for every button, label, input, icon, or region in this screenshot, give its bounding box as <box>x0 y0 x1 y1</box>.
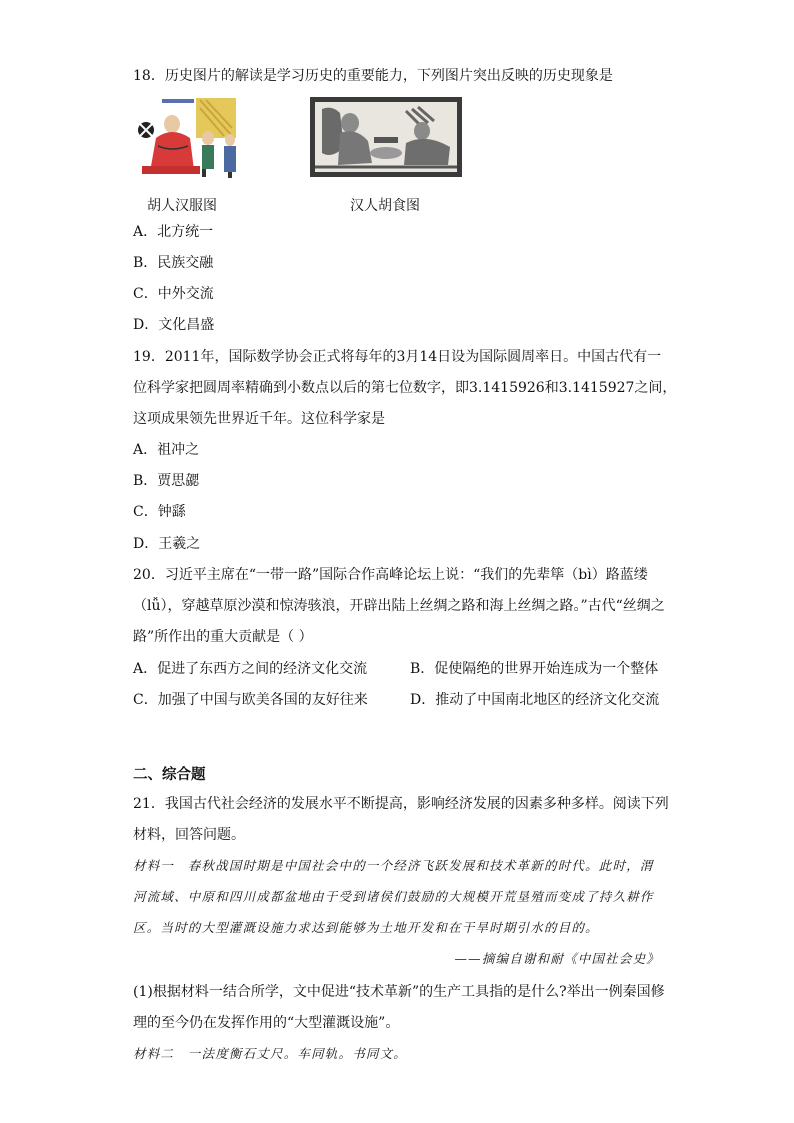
q19-stem-line-2: 位科学家把圆周率精确到小数点以后的第七位数字，即3.1415926和3.1415927之间， <box>133 380 677 396</box>
q21-stem-line-2: 材料，回答问题。 <box>133 827 245 843</box>
hu-people-han-clothing-image <box>134 94 242 180</box>
section-title: 二、综合题 <box>133 766 206 783</box>
image-caption-1: 胡人汉服图 <box>147 198 217 214</box>
q18-stem: 18．历史图片的解读是学习历史的重要能力，下列图片突出反映的历史现象是 <box>133 68 613 84</box>
q21-stem-line-1: 21．我国古代社会经济的发展水平不断提高，影响经济发展的因素多种多样。阅读下列 <box>133 796 669 812</box>
q19-option-a: A．祖冲之 <box>133 442 200 458</box>
material-1-line-2: 河流域、中原和四川成都盆地由于受到诸侯们鼓励的大规模开荒垦殖而变成了持久耕作 <box>133 889 654 904</box>
q18-option-b: B．民族交融 <box>133 255 214 271</box>
material-2: 材料二 一法度衡石丈尺。车同轨。书同文。 <box>133 1046 408 1061</box>
q19-stem-line-1: 19．2011年，国际数学协会正式将每年的3月14日设为国际圆周率日。中国古代有一 <box>133 349 662 365</box>
q20-option-a: A．促进了东西方之间的经济文化交流 <box>133 661 368 677</box>
material-1-line-3: 区。当时的大型灌溉设施力求达到能够为土地开发和在干旱时期引水的目的。 <box>133 920 599 935</box>
q19-stem-line-3: 这项成果领先世界近千年。这位科学家是 <box>133 411 385 427</box>
q21-sub1-line-2: 理的至今仍在发挥作用的“大型灌溉设施”。 <box>133 1015 400 1031</box>
material-1-source: ——摘编自谢和耐《中国社会史》 <box>454 951 660 966</box>
q19-option-b: B．贾思勰 <box>133 473 200 489</box>
q20-option-c: C．加强了中国与欧美各国的友好往来 <box>133 692 368 708</box>
q20-option-d: D．推动了中国南北地区的经济文化交流 <box>410 692 660 708</box>
q18-option-c: C．中外交流 <box>133 286 214 302</box>
q19-option-c: C．钟繇 <box>133 504 186 520</box>
q18-option-d: D．文化昌盛 <box>133 317 215 333</box>
q18-option-a: A．北方统一 <box>133 224 214 240</box>
q20-stem-line-2: （lǚ），穿越草原沙漠和惊涛骇浪，开辟出陆上丝绸之路和海上丝绸之路。”古代“丝绸之 <box>133 598 665 614</box>
han-people-hu-food-image <box>310 97 462 177</box>
q20-option-b: B．促使隔绝的世界开始连成为一个整体 <box>410 661 659 677</box>
q19-option-d: D．王羲之 <box>133 536 201 552</box>
q20-stem-line-3: 路”所作出的重大贡献是（ ） <box>133 629 313 645</box>
q21-sub1-line-1: (1)根据材料一结合所学，文中促进“技术革新”的生产工具指的是什么?举出一例秦国修 <box>133 984 665 1000</box>
image-caption-2: 汉人胡食图 <box>350 198 420 214</box>
material-1-line-1: 材料一 春秋战国时期是中国社会中的一个经济飞跃发展和技术革新的时代。此时，渭 <box>133 858 654 873</box>
q20-stem-line-1: 20．习近平主席在“一带一路”国际合作高峰论坛上说：“我们的先辈筚（bì）路蓝缕 <box>133 567 648 583</box>
